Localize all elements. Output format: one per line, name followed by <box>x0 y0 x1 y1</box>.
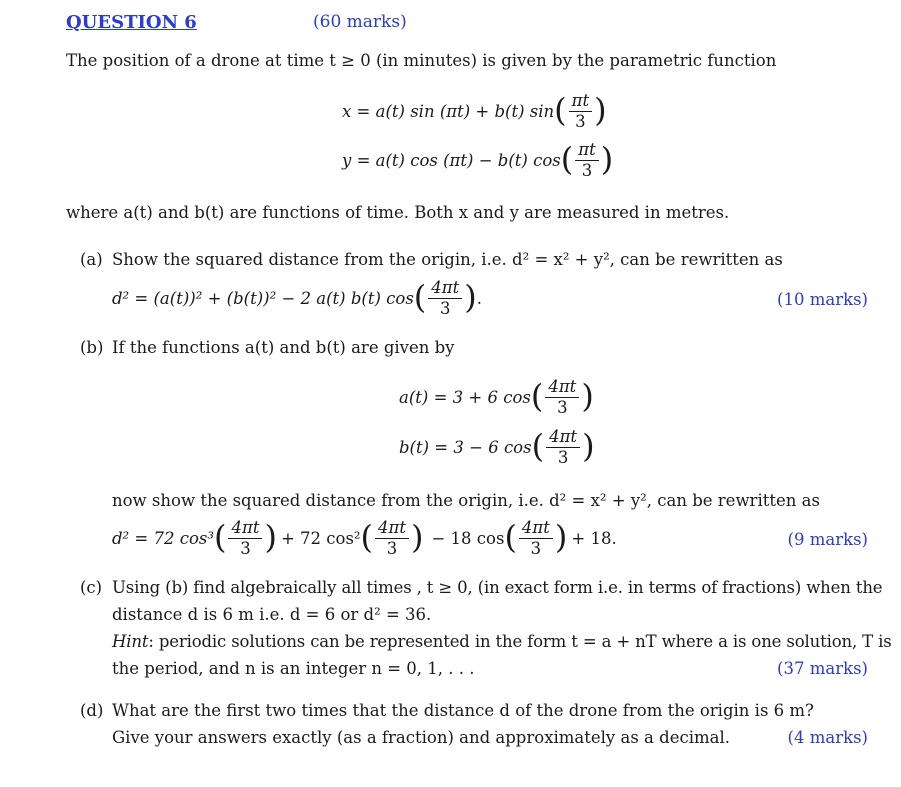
fraction <box>428 279 462 318</box>
y-equation <box>342 141 613 180</box>
question-title: QUESTION 6 <box>66 12 197 33</box>
paren-open: ( <box>504 517 517 556</box>
fraction-numerator: πt <box>569 92 592 112</box>
x-equation <box>342 92 607 131</box>
paren-open: ( <box>530 376 544 415</box>
fraction <box>228 519 262 558</box>
part-a-equation-lhs: d² = (a(t))² + (b(t))² − 2 a(t) b(t) cos <box>112 289 414 308</box>
paren-open: ( <box>214 517 227 556</box>
hint-line1: : periodic solutions can be represented in the form t = a + nT where a is one solution, T is <box>148 632 892 651</box>
part-a-label: (a) <box>80 250 103 269</box>
fraction-numerator: 4πt <box>519 519 553 539</box>
a-function-equation <box>399 378 594 417</box>
fraction-numerator: 4πt <box>428 279 462 299</box>
fraction-numerator: 4πt <box>375 519 409 539</box>
part-b-label: (b) <box>80 338 104 357</box>
b-function-lhs: b(t) = 3 − 6 cos <box>399 438 532 457</box>
fraction <box>519 519 553 558</box>
fraction <box>575 141 598 180</box>
paren-close: ) <box>600 139 614 178</box>
fraction <box>375 519 409 558</box>
part-c-line2: distance d is 6 m i.e. d = 6 or d² = 36. <box>112 605 432 624</box>
part-a-marks: (10 marks) <box>777 290 868 309</box>
x-equation-lhs: x = a(t) sin (πt) + b(t) sin <box>342 102 555 121</box>
fraction <box>545 378 579 417</box>
part-b-equation <box>112 519 617 558</box>
part-c-label: (c) <box>80 578 103 597</box>
paren-close: ) <box>554 517 568 556</box>
question-marks: (60 marks) <box>313 12 407 32</box>
term-4: + 18. <box>571 529 617 548</box>
paren-close: ) <box>582 426 595 465</box>
fraction-numerator: 4πt <box>228 519 262 539</box>
paren-open: ( <box>531 426 545 465</box>
intro-text: The position of a drone at time t ≥ 0 (in minutes) is given by the parametric function <box>66 51 777 70</box>
part-d-line1: What are the first two times that the distance d of the drone from the origin is 6 m? <box>112 701 814 720</box>
equation-end: . <box>476 289 482 308</box>
paren-open: ( <box>413 277 427 316</box>
fraction-denominator: 3 <box>575 112 586 131</box>
part-d-label: (d) <box>80 701 104 720</box>
fraction-denominator: 3 <box>240 539 251 558</box>
fraction-denominator: 3 <box>557 448 569 467</box>
y-equation-lhs: y = a(t) cos (πt) − b(t) cos <box>342 151 561 170</box>
term-3: − 18 cos <box>431 529 505 548</box>
part-b-now-text: now show the squared distance from the origin, i.e. d² = x² + y², can be rewritten as <box>112 491 820 510</box>
paren-close: ) <box>264 517 277 556</box>
paren-close: ) <box>464 277 477 316</box>
b-function-equation <box>399 428 595 467</box>
fraction-denominator: 3 <box>530 539 542 558</box>
term-1: d² = 72 cos³ <box>112 529 214 548</box>
fraction-numerator: 4πt <box>545 378 579 398</box>
part-c-line1: Using (b) find algebraically all times , t ≥ 0, (in exact form i.e. in terms of fractions) when the <box>112 578 883 597</box>
part-b-text: If the functions a(t) and b(t) are given by <box>112 338 455 357</box>
paren-close: ) <box>594 90 607 129</box>
part-a-text: Show the squared distance from the origin, i.e. d² = x² + y², can be rewritten as <box>112 250 783 269</box>
paren-open: ( <box>360 517 374 556</box>
term-2: + 72 cos² <box>280 529 361 548</box>
fraction-numerator: 4πt <box>546 428 580 448</box>
fraction-denominator: 3 <box>581 161 593 180</box>
part-d-line2: Give your answers exactly (as a fraction) and approximately as a decimal. <box>112 728 730 747</box>
part-b-marks: (9 marks) <box>787 530 868 549</box>
a-function-lhs: a(t) = 3 + 6 cos <box>399 388 531 407</box>
fraction-denominator: 3 <box>440 299 451 318</box>
part-c-hint <box>112 632 892 651</box>
paren-close: ) <box>581 376 594 415</box>
part-c-hint-line2: the period, and n is an integer n = 0, 1, . . . <box>112 659 475 678</box>
paren-open: ( <box>560 139 574 178</box>
part-a-equation <box>112 279 482 318</box>
part-c-marks: (37 marks) <box>777 659 868 678</box>
fraction-denominator: 3 <box>386 539 398 558</box>
where-text: where a(t) and b(t) are functions of time. Both x and y are measured in metres. <box>66 203 730 222</box>
paren-close: ) <box>411 517 424 556</box>
fraction <box>569 92 592 131</box>
fraction-denominator: 3 <box>557 398 568 417</box>
paren-open: ( <box>554 90 567 129</box>
part-d-marks: (4 marks) <box>787 728 868 747</box>
hint-label: Hint <box>112 632 149 651</box>
fraction <box>546 428 580 467</box>
fraction-numerator: πt <box>575 141 598 161</box>
